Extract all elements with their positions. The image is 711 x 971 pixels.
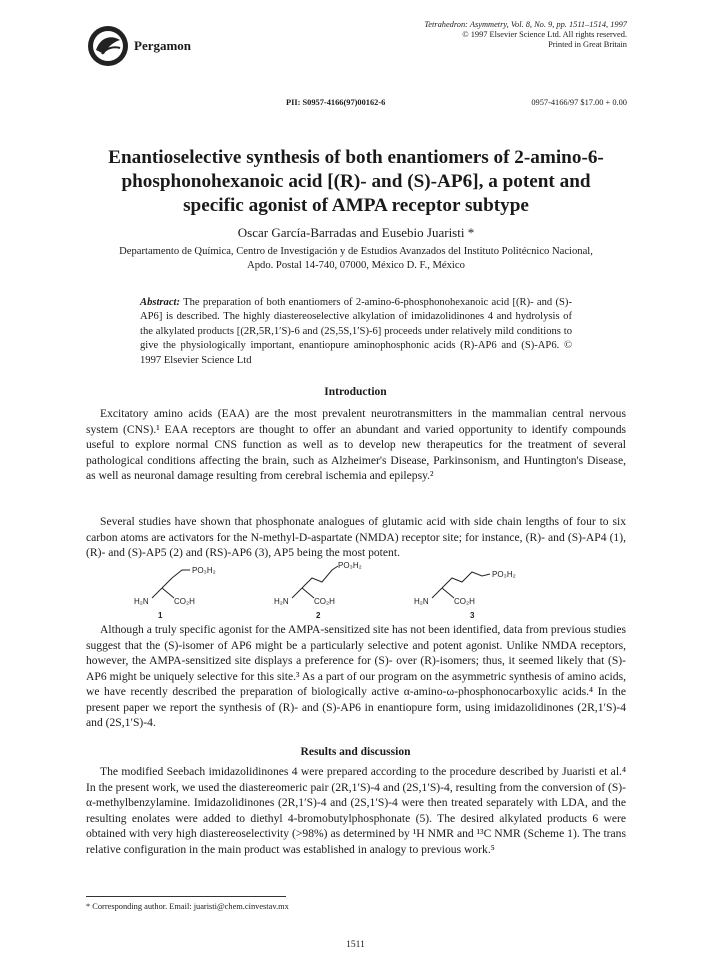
abstract-text: The preparation of both enantiomers of 2-amino-6-phosphonohexanoic acid [(R)- and (S)-AP6] is described. The highly diastereoselective alkylation of imidazolidinones 4 and hydrolysis of the alkylated products [(2R,5R,1′S)-6 and (2S,5S,1′S)-6] proceeds under relatively mild conditions to give the physiologically important, enantiopure aminophosphonic acids (R)-AP6 and (S)-AP6. © 1997 Elsevier Science Ltd (140, 297, 572, 366)
structure-3-left: H₂N (414, 597, 429, 606)
abstract-label: Abstract: (140, 297, 181, 308)
structure-3-right: CO₂H (454, 597, 475, 606)
affiliation: Departamento de Química, Centro de Investigación y de Estudios Avanzados del Instituto Politécnico Nacional, Apdo. Postal 14-740, 07000, México D. F., México (119, 246, 593, 271)
copyright-line: © 1997 Elsevier Science Ltd. All rights reserved. (462, 30, 627, 40)
footnote-divider (86, 896, 286, 897)
structure-1-number: 1 (158, 611, 163, 620)
pii-identifier: PII: S0957-4166(97)00162-6 (286, 98, 386, 107)
structure-3-number: 3 (470, 611, 475, 620)
publisher-name: Pergamon (134, 38, 192, 53)
paragraph-intro-2: Several studies have shown that phosphonate analogues of glutamic acid with side chain lengths of four to six carbon atoms are activators for the N-methyl-D-aspartate (NMDA) receptor site; for instance, (R)- and (S)-AP4 (1), (R)- and (S)-AP5 (2) and (RS)-AP6 (3), AP5 being the most potent. (86, 515, 626, 559)
structure-1-top: PO₃H₂ (192, 566, 216, 575)
paragraph-intro-3: Although a truly specific agonist for the AMPA-sensitized site has not been identified, data from previous studies suggest that the (S)-isomer of AP6 might be a particularly selective and potent agonist. Unlike NMDA receptors, however, the AMPA-sensitized site displays a preference for (S)- over (R)-isomers; thus, it seemed likely that (S)-AP6 might be uniquely selective for this site.³ As a part of our program on the asymmetric synthesis of amino acids, we have recently described the preparation of biologically active α-amino-ω-phosphonocarboxylic acids.⁴ In the present paper we report the synthesis of (R)- and (S)-AP6 in enantiopure form, using imidazolidinones (2R,1′S)-4 and (2S,1′S)-4. (86, 623, 626, 729)
authors: Oscar García-Barradas and Eusebio Juaristi * (237, 225, 475, 240)
structure-2 (292, 566, 338, 598)
printed-line: Printed in Great Britain (548, 40, 627, 50)
pergamon-logo-icon (86, 24, 130, 68)
chemical-structures (130, 560, 590, 622)
journal-info (327, 20, 627, 51)
paragraph-intro-1: Excitatory amino acids (EAA) are the most prevalent neurotransmitters in the mammalian central nervous system (CNS).¹ EAA receptors are thought to offer an abundant and varied opportunity to identify compounds useful to explore normal CNS function as well as to develop new therapeutics for the treatment of several pathological conditions affecting the brain, such as Alzheimer's Disease, Parkinsonism, and Huntington's Disease, as well as neuronal damage resulting from cerebral ischemia and epilepsy.² (86, 407, 626, 482)
issn-price: 0957-4166/97 $17.00 + 0.00 (531, 98, 627, 107)
structure-3 (432, 572, 490, 598)
abstract (140, 296, 572, 368)
section-heading-introduction: Introduction (324, 386, 387, 398)
structure-3-top: PO₃H₂ (492, 570, 516, 579)
structure-1-left: H₂N (134, 597, 149, 606)
structure-1-right: CO₂H (174, 597, 195, 606)
paper-title: Enantioselective synthesis of both enantiomers of 2-amino-6-phosphonohexanoic acid [(R)- and (S)-AP6], a potent and specific agonist of AMPA receptor subtype (108, 147, 604, 216)
structure-2-number: 2 (316, 611, 321, 620)
page-number: 1511 (346, 940, 365, 950)
journal-citation: Tetrahedron: Asymmetry, Vol. 8, No. 9, pp. 1511–1514, 1997 (424, 20, 627, 29)
structure-2-right: CO₂H (314, 597, 335, 606)
section-heading-results: Results and discussion (300, 746, 411, 758)
structure-2-left: H₂N (274, 597, 289, 606)
footnote-corresponding-author: * Corresponding author. Email: juaristi@chem.cinvestav.mx (86, 902, 289, 911)
structure-2-top: PO₃H₂ (338, 561, 362, 570)
structure-1 (152, 570, 190, 598)
paragraph-results-1: The modified Seebach imidazolidinones 4 were prepared according to the procedure described by Juaristi et al.⁴ In the present work, we used the diastereomeric pair (2R,1′S)-4 and (2S,1′S)-4, resulting from the conversion of (S)-α-methylbenzylamine. Imidazolidinones (2R,1′S)-4 and (2S,1′S)-4 were then treated separately with LDA, and the resulting enolates were added to diethyl 4-bromobutylphosphonate (5). The desired alkylated products 6 were obtained with very high diastereoselectivity (>98%) as determined by ¹H NMR and ¹³C NMR (Scheme 1). The trans relative configuration in the main product was established in analogy to previous work.⁵ (86, 765, 626, 856)
